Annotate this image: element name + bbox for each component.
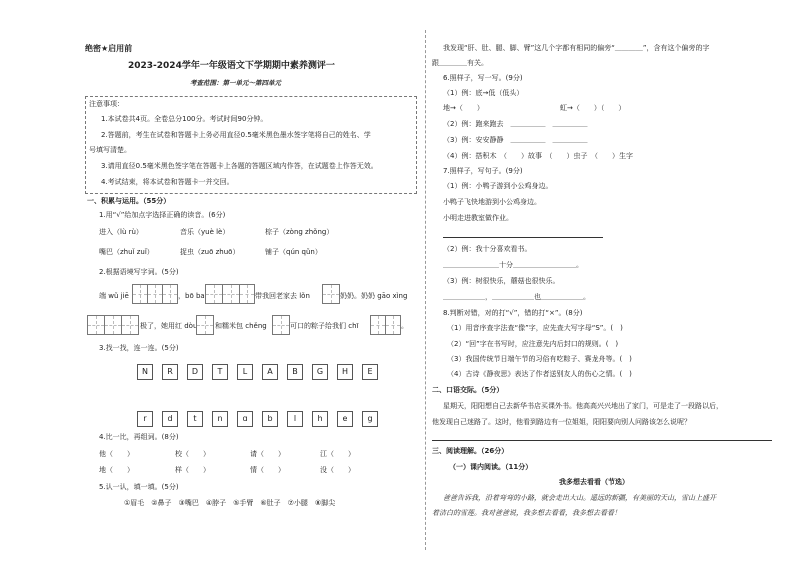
pinyin-text: ，bō ba [178,292,205,300]
pinyin-text: 端 wǔ jiē [99,292,129,300]
reading-text: 着洁白的雪莲。我对爸爸说，我多想去看看，我多想去看看！ [432,509,621,517]
page-title: 2023-2024学年一年级语文下学期期中素养测评一 [128,61,335,71]
letter-box[interactable]: l [287,411,303,427]
exam-scope: 考查范围：第一单元～第四单元 [190,79,281,87]
answer-grid[interactable] [121,315,139,335]
letter-box[interactable]: R [162,364,178,380]
word-item: 校（ ） [175,450,210,458]
answer-grid[interactable] [132,284,148,304]
section-heading: 一、积累与运用。（55分） [87,197,171,205]
letter-box[interactable]: L [237,364,253,380]
radical-intro: 我发现“肝、肚、腿、脚、臂”这几个字都有相同的偏旁“＿＿＿＿”，含有这个偏旁的字 [443,44,710,52]
question-stem: 7.照样子，写句子。(9分) [443,167,523,175]
letter-box[interactable]: E [362,364,378,380]
pinyin-text: 可口的粽子给我们 chī [290,322,359,330]
letter-box[interactable]: g [362,411,378,427]
answer-grid[interactable] [196,315,214,335]
example-line: （3）例：树很快乐，蘑菇也很快乐。 [443,277,560,285]
notice-item: 2.答题前，考生在试卷和答题卡上务必用直径0.5毫米黑色墨水签字笔将自己的姓名、学 [101,131,371,139]
answer-line: 虹→（ ）（ ） [560,104,626,112]
answer-line: ＿＿＿＿＿＿，＿＿＿＿＿＿也＿＿＿＿＿＿。 [443,293,590,301]
question-stem: 2.根据语境写字词。(5分) [99,268,179,276]
word-item: 他（ ） [99,450,134,458]
answer-grid[interactable] [385,315,401,335]
answer-grid[interactable] [239,284,255,304]
section-heading: 三、阅读理解。（26分） [432,447,509,455]
answer-grid[interactable] [272,315,290,335]
letter-box[interactable]: r [137,411,153,427]
secret-label: 绝密★启用前 [85,44,133,53]
answer-grid[interactable] [322,284,340,304]
radical-intro: 跟＿＿＿＿有关。 [432,59,488,67]
answer-grid[interactable] [162,284,178,304]
notice-title: 注意事项： [89,100,124,108]
notice-item: 3.请用直径0.5毫米黑色签字笔在答题卡上各题的答题区域内作答，在试题卷上作答无效。 [101,162,378,170]
question-stem: 1.用“√”给加点字选择正确的读音。(6分) [99,211,226,219]
letter-box[interactable]: B [287,364,303,380]
word-item: 没（ ） [320,466,355,474]
word-item: 地（ ） [99,466,134,474]
pinyin-text: 奶奶。奶奶 gāo xìng [340,292,408,300]
example-line: （4）例：搭积木 （ ）故事 （ ）虫子 （ ）生字 [443,152,633,160]
pinyin-choice: 铺子（qún qǔn） [265,248,322,256]
judgement-item: （3）我国传统节日端午节的习俗有吃粽子、赛龙舟等。( ) [447,355,632,363]
letter-box[interactable]: n [212,411,228,427]
question-stem: 4.比一比，再组词。(8分) [99,433,179,441]
letter-box[interactable]: e [337,411,353,427]
example-line: （2）例：我十分喜欢看书。 [443,245,532,253]
letter-box[interactable]: ɑ [237,411,253,427]
example-line: （1）例：小鸭子游到小公鸡身边。 [443,182,553,190]
answer-line: ＿＿＿＿＿＿＿＿十分＿＿＿＿＿＿＿＿＿。 [443,261,583,269]
judgement-item: （1）用音序查字法查“像”字，应先查大写字母“S”。( ) [447,324,623,332]
answer-blank-line[interactable] [432,440,772,441]
answer-grid[interactable] [222,284,240,304]
example-line: 小鸭子飞快地游到小公鸡身边。 [443,198,541,206]
answer-grid[interactable] [147,284,163,304]
answer-grid[interactable] [104,315,122,335]
reading-text: 爸爸告诉我，沿着弯弯的小路，就会走出大山。遥远的新疆，有美丽的天山，雪山上盛开 [443,494,716,502]
word-item: 样（ ） [175,466,210,474]
letter-box[interactable]: T [212,364,228,380]
judgement-item: （4）古诗《静夜思》表达了作者送别友人的伤心之情。( ) [447,370,632,378]
pinyin-text: 极了，她用红 dòu [140,322,198,330]
letter-box[interactable]: d [162,411,178,427]
letter-box[interactable]: h [312,411,328,427]
letter-box[interactable]: N [137,364,153,380]
question-stem: 5.认一认，填一填。(5分) [99,483,179,491]
word-item: 请（ ） [250,450,285,458]
subsection-heading: （一）课内阅读。（11分） [449,463,533,471]
example-line: （2）例：跑来跑去 ＿＿＿＿＿ ＿＿＿＿＿ [443,120,588,128]
letter-box[interactable]: G [312,364,328,380]
example-line: （3）例：安安静静 ＿＿＿＿＿ ＿＿＿＿＿ [443,136,588,144]
letter-box[interactable]: b [262,411,278,427]
pinyin-choice: 嘴巴（zhuǐ zuǐ） [99,248,154,256]
question-stem: 6.照样子，写一写。(9分) [443,74,523,82]
letter-box[interactable]: A [262,364,278,380]
section-heading: 二、口语交际。（5分） [432,386,504,394]
answer-line: 地→（ ） [443,104,484,112]
example-line: （1）例：底→低（低头） [443,89,524,97]
answer-grid[interactable] [370,315,386,335]
letter-box[interactable]: H [337,364,353,380]
pinyin-text: 带我回老家去 lǒn [255,292,310,300]
letter-box[interactable]: t [187,411,203,427]
question-stem: 8.判断对错，对的打“√”，错的打“×”。(8分) [443,309,583,317]
word-item: 情（ ） [250,466,285,474]
question-stem: 3.找一找，连一连。(5分) [99,344,179,352]
pinyin-choice: 进入（lù rù） [99,228,143,236]
pinyin-choice: 音乐（yuè lè） [180,228,230,236]
fold-line [425,30,426,550]
word-item: 江（ ） [320,450,355,458]
body-parts-list: ①眉毛 ②鼻子 ③嘴巴 ④脖子 ⑤手臂 ⑥肚子 ⑦小腿 ⑧脚尖 [124,499,336,507]
pinyin-choice: 捉虫（zuō zhuō） [180,248,240,256]
answer-grid[interactable] [87,315,105,335]
pinyin-choice: 棕子（zòng zhǒng） [265,228,334,236]
pinyin-text: 。 [401,322,408,330]
example-line: 小明走进教室做作业。 [443,214,513,222]
pinyin-text: 和糯米包 chěng [215,322,267,330]
notice-item: 1.本试卷共4页。全卷总分100分。考试时间90分钟。 [101,115,268,123]
oral-text: 星期天，阳阳想自己去新华书店买课外书。他高高兴兴地出了家门，可是走了一段路以后， [443,402,723,410]
oral-text: 他发现自己迷路了。这时，他看到路边有一位姐姐，阳阳要向别人问路该怎么说呢？ [432,418,691,426]
reading-title: 我多想去看看（节选） [559,478,629,486]
judgement-item: （2）“回”字在书写时，应注意先内后封口的规则。( ) [447,340,619,348]
answer-blank-line[interactable] [443,237,603,238]
answer-grid[interactable] [205,284,223,304]
notice-item: 4.考试结束，将本试卷和答题卡一并交回。 [101,178,234,186]
letter-box[interactable]: D [187,364,203,380]
notice-item: 号填写清楚。 [89,146,131,154]
